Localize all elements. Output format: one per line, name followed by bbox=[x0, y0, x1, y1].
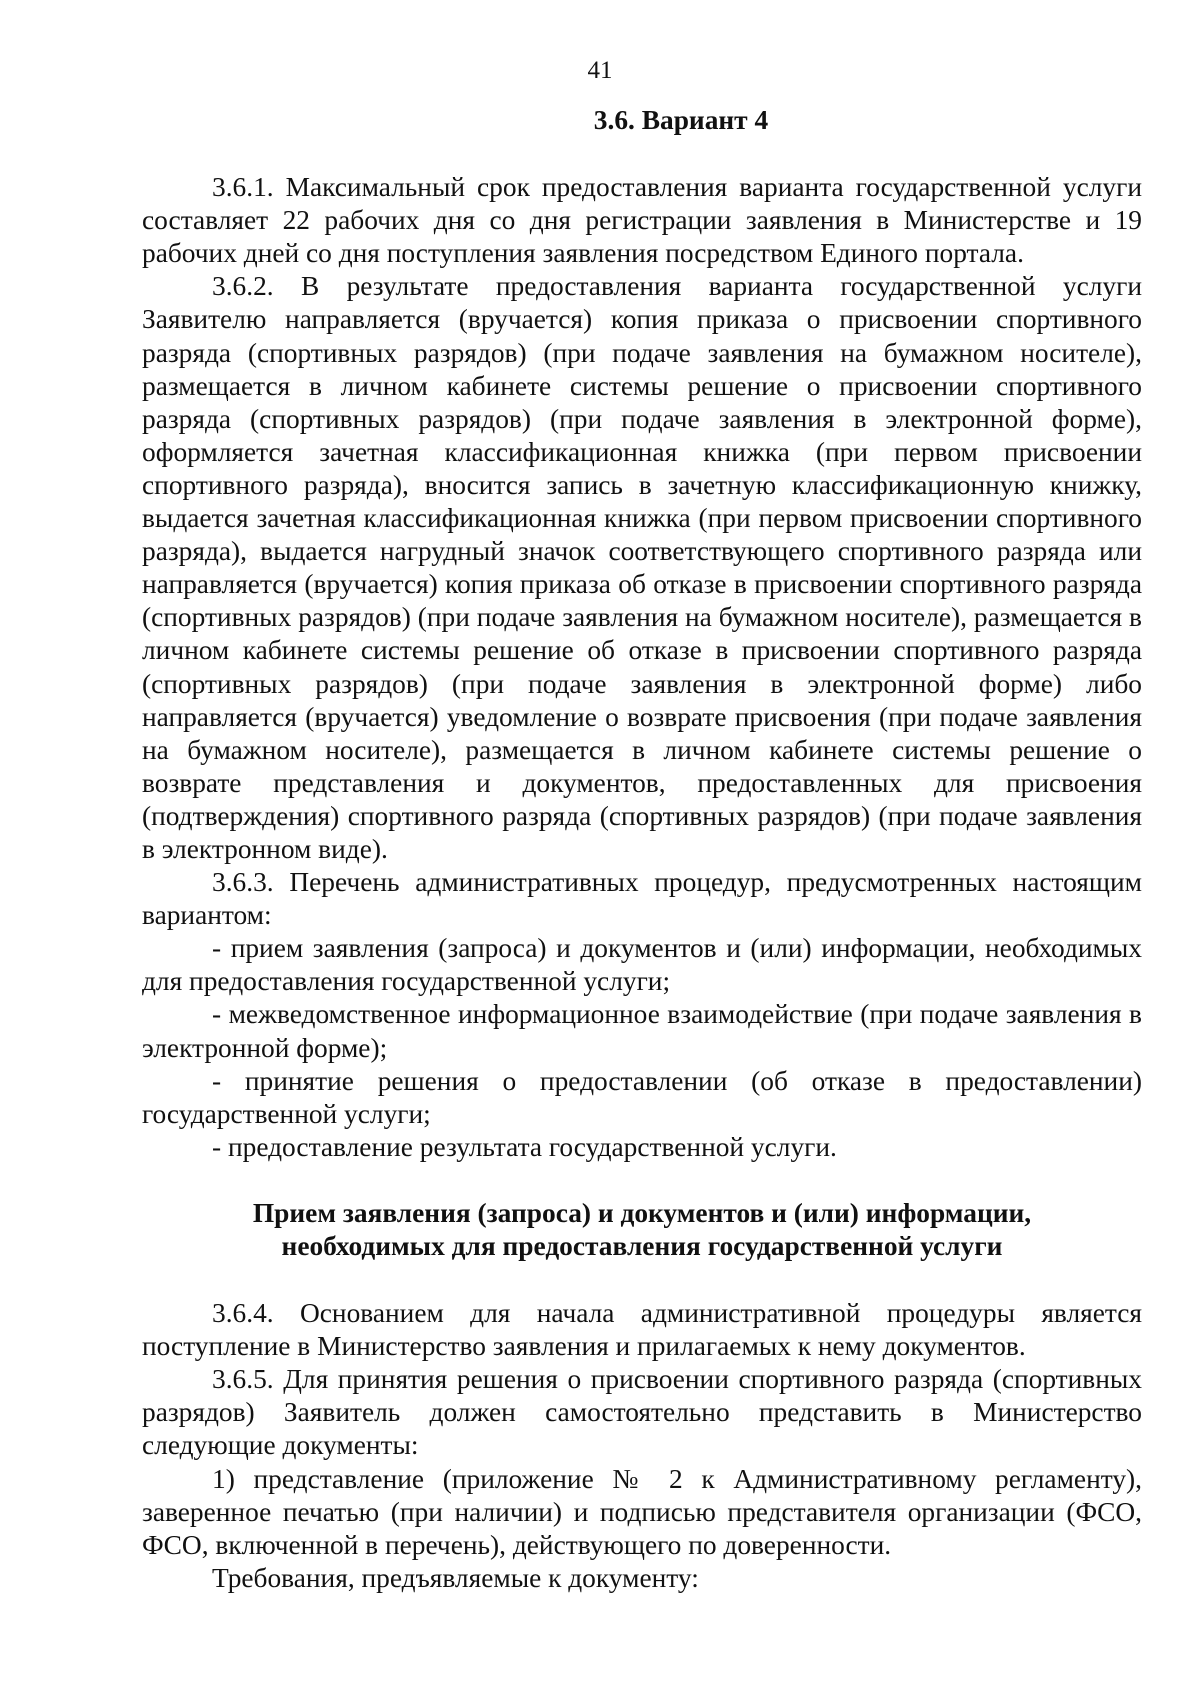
paragraph-3-6-3: 3.6.3. Перечень административных процедур, предусмотренных настоящим вариантом: bbox=[142, 867, 1142, 931]
section-title: 3.6. Вариант 4 bbox=[593, 105, 769, 135]
paragraph-3-6-4: 3.6.4. Основанием для начала административной процедуры является поступление в Министерство заявления и прилагаемых к нему документов. bbox=[142, 1298, 1142, 1362]
list-item-document-1: 1) представление (приложение № 2 к Административному регламенту), заверенное печатью (при наличии) и подписью представителя организации (ФСО, ФСО, включенной в перечень), действующего по доверенности. bbox=[142, 1463, 1142, 1560]
paragraph-3-6-1: 3.6.1. Максимальный срок предоставления варианта государственной услуги составляет 22 рабочих дня со дня регистрации заявления в Министерстве и 19 рабочих дней со дня поступления заявления посредством Единого портала. bbox=[142, 172, 1142, 269]
paragraph-3-6-5: 3.6.5. Для принятия решения о присвоении спортивного разряда (спортивных разрядов) Заявитель должен самостоятельно представить в Министерство следующие документы: bbox=[142, 1364, 1142, 1461]
list-item-procedure-4: - предоставление результата государственной услуги. bbox=[212, 1131, 837, 1162]
list-item-procedure-3: - принятие решения о предоставлении (об отказе в предоставлении) государственной услуги; bbox=[142, 1065, 1142, 1129]
subheading-line-2: необходимых для предоставления государственной услуги bbox=[281, 1231, 1003, 1261]
list-item-procedure-1: - прием заявления (запроса) и документов и (или) информации, необходимых для предоставления государственной услуги; bbox=[142, 933, 1142, 997]
page-number: 41 bbox=[587, 57, 613, 84]
subheading-line-1: Прием заявления (запроса) и документов и (или) информации, bbox=[252, 1197, 1032, 1228]
paragraph-3-6-2: 3.6.2. В результате предоставления варианта государственной услуги Заявителю направляется (вручается) копия приказа о присвоении спортивного разряда (спортивных разрядов) (при подаче заявления на бумажном носителе), размещается в личном кабинете системы решение о присвоении спортивного разряда (спортивных разрядов) (при подаче заявления в электронной форме), оформляется зачетная классификационная книжка (при первом присвоении спортивного разряда), вносится запись в зачетную классификационную книжку, выдается зачетная классификационная книжка (при первом присвоении спортивного разряда), выдается нагрудный значок соответствующего спортивного разряда или направляется (вручается) копия приказа об отказе в присвоении спортивного разряда (спортивных разрядов) (при подаче заявления на бумажном носителе), размещается в личном кабинете системы решение об отказе в присвоении спортивного разряда (спортивных разрядов) (при подаче заявления в электронной форме) либо направляется (вручается) уведомление о возврате присвоения (при подаче заявления на бумажном носителе), размещается в личном кабинете системы решение о возврате представления и документов, предоставленных для присвоения (подтверждения) спортивного разряда (спортивных разрядов) (при подаче заявления в электронном виде). bbox=[142, 271, 1142, 864]
document-body bbox=[142, 104, 1142, 1595]
subheading bbox=[142, 1197, 1142, 1263]
list-item-procedure-2: - межведомственное информационное взаимодействие (при подаче заявления в электронной форме); bbox=[142, 999, 1142, 1063]
paragraph-requirements: Требования, предъявляемые к документу: bbox=[212, 1562, 699, 1593]
